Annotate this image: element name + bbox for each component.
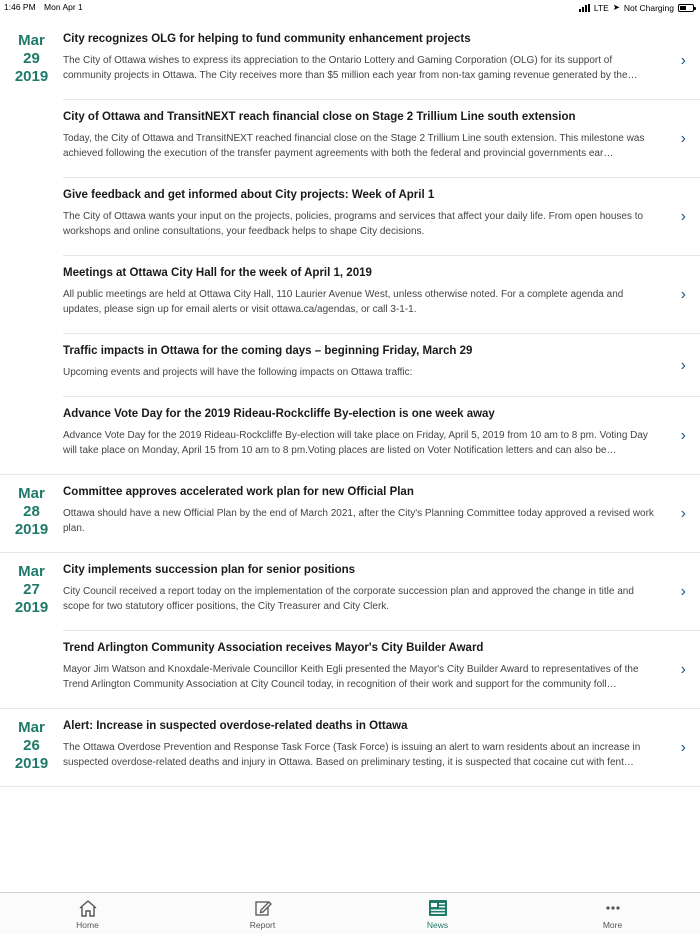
date-day: 28 bbox=[23, 503, 40, 520]
chevron-right-icon[interactable]: › bbox=[680, 286, 686, 303]
tab-home[interactable] bbox=[0, 893, 175, 934]
news-item[interactable] bbox=[0, 397, 700, 474]
newspaper-icon bbox=[428, 899, 448, 917]
news-title: Trend Arlington Community Association receives Mayor's City Builder Award bbox=[63, 642, 484, 654]
news-date bbox=[0, 264, 63, 334]
news-item[interactable] bbox=[0, 100, 700, 178]
news-summary: All public meetings are held at Ottawa City Hall, 110 Laurier Avenue West, unless otherwise noted. For a complete agenda and updates, please sign up for email alerts or visit ottawa.ca/agendas, or call 3-1-1. bbox=[63, 289, 624, 315]
status-time: 1:46 PM bbox=[4, 2, 36, 12]
chevron-right-icon[interactable]: › bbox=[680, 583, 686, 600]
news-date bbox=[0, 186, 63, 256]
date-day: 29 bbox=[23, 50, 40, 67]
tab-label: News bbox=[426, 920, 449, 930]
tab-bar bbox=[0, 892, 700, 934]
news-item-body bbox=[63, 30, 700, 100]
tab-label: Home bbox=[76, 920, 99, 930]
tab-more[interactable] bbox=[525, 893, 700, 934]
news-summary: The Ottawa Overdose Prevention and Response Task Force (Task Force) is issuing an alert to warn residents about an increase in suspected overdose-related deaths and injury in Ottawa. Based on preliminary testing, it is suspected that cocaine cut with fent… bbox=[63, 742, 641, 768]
tab-label: More bbox=[602, 920, 623, 930]
news-item[interactable] bbox=[0, 22, 700, 100]
news-summary: Ottawa should have a new Official Plan by the end of March 2021, after the City's Planning Committee today approved a revised work plan. bbox=[63, 508, 654, 534]
tab-report[interactable] bbox=[175, 893, 350, 934]
news-item[interactable] bbox=[0, 178, 700, 256]
news-item-body bbox=[63, 483, 700, 552]
news-item-body bbox=[63, 264, 700, 334]
more-icon bbox=[603, 899, 623, 917]
chevron-right-icon[interactable]: › bbox=[680, 52, 686, 69]
edit-icon bbox=[254, 899, 272, 917]
news-item-body bbox=[63, 639, 700, 708]
news-summary: Advance Vote Day for the 2019 Rideau-Rockcliffe By-election will take place on Friday, April 5, 2019 from 10 am to 8 pm. Voting Day will take place on Monday, April 15 from 10 am to 8 pm.Voting places are listed on Voter Notification letters and can also be… bbox=[63, 430, 648, 456]
news-item-body bbox=[63, 561, 700, 631]
news-date bbox=[0, 639, 63, 708]
date-month: Mar bbox=[18, 719, 45, 736]
chevron-right-icon[interactable]: › bbox=[680, 738, 686, 756]
date-day: 27 bbox=[23, 581, 40, 598]
news-summary: Today, the City of Ottawa and TransitNEXT reached financial close on the Stage 2 Trillium Line south extension. This milestone was achieved following the execution of the transfer payment agreements with both the federal and provincial governments ear… bbox=[63, 133, 645, 159]
news-title: City implements succession plan for senior positions bbox=[63, 564, 356, 576]
news-item-body bbox=[63, 186, 700, 256]
news-date bbox=[0, 561, 63, 631]
news-title: City of Ottawa and TransitNEXT reach financial close on Stage 2 Trillium Line south extension bbox=[63, 111, 576, 123]
charging-label: Not Charging bbox=[623, 2, 674, 13]
news-date bbox=[0, 342, 63, 397]
status-left bbox=[4, 2, 89, 12]
signal-icon bbox=[579, 4, 590, 12]
news-summary: Upcoming events and projects will have the following impacts on Ottawa traffic: bbox=[63, 367, 413, 378]
chevron-right-icon[interactable]: › bbox=[680, 504, 686, 522]
news-title: Traffic impacts in Ottawa for the coming days – beginning Friday, March 29 bbox=[63, 345, 473, 357]
chevron-right-icon[interactable]: › bbox=[680, 426, 686, 444]
news-summary: City Council received a report today on the implementation of the corporate succession plan and approved the change in title and scope for two statutory officer positions, the City Treasurer and City Clerk. bbox=[63, 586, 634, 612]
status-right bbox=[579, 2, 694, 13]
news-date bbox=[0, 108, 63, 178]
news-day-group bbox=[0, 709, 700, 787]
news-summary: The City of Ottawa wishes to express its appreciation to the Ontario Lottery and Gaming Corporation (OLG) for its support of community projects in Ottawa. The City receives more than $5 million each year from non-tax gaming revenue generated by the… bbox=[63, 55, 638, 81]
date-year: 2019 bbox=[14, 68, 49, 85]
news-day-group bbox=[0, 22, 700, 475]
news-item-body bbox=[63, 108, 700, 178]
battery-icon bbox=[678, 4, 694, 12]
news-date bbox=[0, 30, 63, 100]
chevron-right-icon[interactable]: › bbox=[680, 660, 686, 678]
chevron-right-icon[interactable]: › bbox=[680, 208, 686, 225]
news-title: Alert: Increase in suspected overdose-related deaths in Ottawa bbox=[63, 720, 408, 732]
news-item[interactable] bbox=[0, 709, 700, 786]
news-item-body bbox=[63, 717, 700, 786]
news-item[interactable] bbox=[0, 475, 700, 552]
news-title: Advance Vote Day for the 2019 Rideau-Rockcliffe By-election is one week away bbox=[63, 408, 495, 420]
date-year: 2019 bbox=[14, 755, 49, 772]
chevron-right-icon[interactable]: › bbox=[680, 130, 686, 147]
news-title: City recognizes OLG for helping to fund community enhancement projects bbox=[63, 33, 471, 45]
news-title: Give feedback and get informed about City projects: Week of April 1 bbox=[63, 189, 435, 201]
news-item-body bbox=[63, 405, 700, 474]
news-item[interactable] bbox=[0, 553, 700, 631]
news-item[interactable] bbox=[0, 256, 700, 334]
news-summary: The City of Ottawa wants your input on the projects, policies, programs and services that affect your daily life. From open houses to workshops and online consultations, your feedback helps to shape City decisions. bbox=[63, 211, 644, 237]
date-month: Mar bbox=[18, 485, 45, 502]
date-day: 26 bbox=[23, 737, 40, 754]
news-date bbox=[0, 405, 63, 474]
tab-label: Report bbox=[249, 920, 276, 930]
chevron-right-icon[interactable]: › bbox=[680, 356, 686, 374]
news-date bbox=[0, 717, 63, 786]
news-date bbox=[0, 483, 63, 552]
news-title: Committee approves accelerated work plan for new Official Plan bbox=[63, 486, 414, 498]
news-list bbox=[0, 22, 700, 787]
status-date: Mon Apr 1 bbox=[44, 2, 83, 12]
news-item[interactable] bbox=[0, 631, 700, 708]
news-summary: Mayor Jim Watson and Knoxdale-Merivale Councillor Keith Egli presented the Mayor's City Builder Award to representatives of the Trend Arlington Community Association at City Council today, in recognition of their work and support for the community foll… bbox=[63, 664, 639, 690]
home-icon bbox=[78, 899, 98, 917]
news-day-group bbox=[0, 475, 700, 553]
tab-news[interactable] bbox=[350, 893, 525, 934]
network-label: LTE bbox=[593, 2, 609, 13]
news-title: Meetings at Ottawa City Hall for the week of April 1, 2019 bbox=[63, 267, 372, 279]
date-year: 2019 bbox=[14, 521, 49, 538]
status-bar bbox=[0, 0, 700, 14]
date-year: 2019 bbox=[14, 599, 49, 616]
location-icon: ➤ bbox=[612, 2, 620, 12]
date-month: Mar bbox=[18, 32, 45, 49]
news-day-group bbox=[0, 553, 700, 709]
date-month: Mar bbox=[18, 563, 45, 580]
news-item[interactable] bbox=[0, 334, 700, 397]
news-item-body bbox=[63, 342, 700, 397]
